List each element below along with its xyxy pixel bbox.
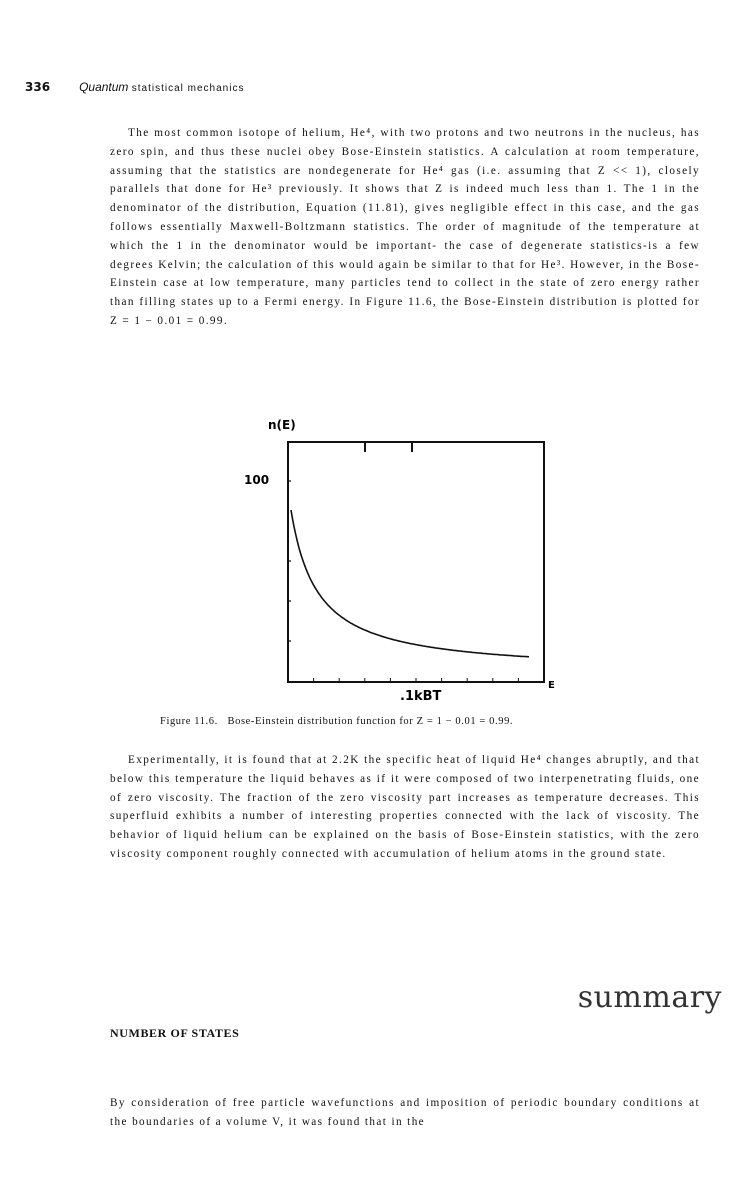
running-title-main: Quantum (79, 80, 129, 94)
summary-title: summary (577, 980, 722, 1015)
x-tick-label: .1kBT (400, 689, 442, 704)
paragraph-helium-isotope (110, 124, 700, 331)
paragraph-superfluid (110, 751, 700, 864)
running-header (25, 80, 244, 95)
distribution-curve (291, 510, 529, 657)
page-number: 336 (25, 80, 51, 94)
section-heading-number-of-states: NUMBER OF STATES (110, 1026, 240, 1040)
y-tick-label-100: 100 (244, 473, 270, 487)
figure-caption: Figure 11.6. Bose-Einstein distribution function for Z = 1 − 0.01 = 0.99. (160, 716, 514, 727)
paragraph-number-of-states (110, 1094, 700, 1132)
paragraph-3-text: By consideration of free particle wavefunctions and imposition of periodic boundary conditions at the boundaries of a volume V, it was found that in the (110, 1097, 700, 1128)
x-ticks (314, 442, 519, 682)
figure-bose-einstein (240, 415, 570, 705)
x-axis-label: E (548, 680, 555, 691)
paragraph-2-text: Experimentally, it is found that at 2.2K the specific heat of liquid He⁴ changes abruptly, and that below this temperature the liquid behaves as if it were composed of two interpenetrating fluids, one of zero viscosity. The fraction of the zero viscosity part increases as temperature decreases. This superfluid exhibits a number of interesting properties connected with the lack of viscosity. The behavior of liquid helium can be explained on the basis of Bose-Einstein statistics, with the zero viscosity component roughly connected with accumulation of helium atoms in the ground state. (110, 754, 700, 860)
running-title-sub: statistical mechanics (131, 83, 245, 94)
paragraph-1-text: The most common isotope of helium, He⁴, with two protons and two neutrons in the nucleus, has zero spin, and thus these nuclei obey Bose-Einstein statistics. A calculation at room temperature, assuming that the statistics are nondegenerate for He⁴ gas (i.e. assuming that Z << 1), closely parallels that done for He³ previously. It shows that Z is indeed much less than 1. The 1 in the denominator of the distribution, Equation (11.81), gives negligible effect in this case, and the gas follows essentially Maxwell-Boltzmann statistics. The order of magnitude of the temperature at which the 1 in the denominator would be important- the case of degenerate statistics-is a few degrees Kelvin; the calculation of this would again be similar to that for He³. However, in the Bose-Einstein case at low temperature, many particles tend to collect in the state of zero energy rather than filling states up to a Fermi energy. In Figure 11.6, the Bose-Einstein distribution is plotted for Z = 1 − 0.01 = 0.99. (110, 127, 700, 327)
running-title (79, 80, 244, 94)
plot-frame (288, 442, 544, 682)
bose-einstein-plot (240, 415, 570, 705)
y-axis-label: n(E) (268, 418, 296, 432)
